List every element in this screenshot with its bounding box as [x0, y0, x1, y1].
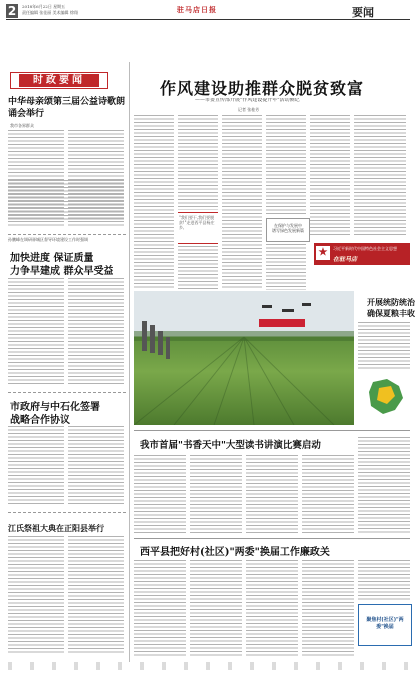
xiping-body-5 [358, 560, 410, 600]
lead-body-6 [354, 115, 406, 235]
lead-title: 作风建设助推群众脱贫致富 [160, 79, 365, 98]
pull-quote-text: "我们要干,我们要脱贫!"走进西平县杨庄乡, [179, 215, 215, 230]
story2-title-b: 力争早建成 群众早受益 [10, 266, 114, 277]
lead-body-2b [178, 246, 218, 290]
banner-line2: 在驻马店 [333, 256, 358, 263]
reading-body-1 [134, 455, 186, 535]
xiping-body-1 [134, 560, 186, 656]
section-banner-label: 时政要闻 [19, 74, 99, 87]
column-rule [129, 62, 130, 662]
rule [134, 538, 410, 539]
paper-name-logo: 驻马店日报 [177, 5, 217, 14]
story2-body-a [8, 278, 64, 386]
photo-caption [358, 322, 410, 370]
masthead-rule [6, 19, 410, 20]
banner [314, 243, 410, 265]
lead-body-4 [266, 115, 306, 215]
date-line: 2018年6月22日 星期五 [22, 4, 66, 9]
story2-kicker: 孙鹏峰在调研驿城区督导环境建设工作时强调 [8, 237, 88, 242]
field-photo-art [134, 291, 354, 425]
lead-body-3 [222, 115, 262, 290]
feature-box [358, 604, 412, 646]
pull-quote [178, 212, 218, 244]
banner-prefix: 习近平新时代中国特色社会主义思想 [333, 246, 397, 251]
story3-title-a: 市政府与中石化签署 [10, 402, 100, 413]
reading-body-4 [302, 455, 354, 535]
lead-byline: 记者 张桂芳 [238, 107, 260, 112]
xiping-title: 西平县把好村(社区)"两委"换届工作廉政关 [140, 547, 330, 558]
section-banner [10, 72, 108, 89]
inset-heading [266, 218, 310, 242]
lead-body-4b [266, 244, 306, 290]
divider [8, 392, 126, 393]
story4-body-b [68, 536, 124, 654]
lead-body-5 [310, 115, 350, 235]
story1-sub: 我市各界群众 [10, 123, 34, 128]
reading-body-2 [190, 455, 242, 535]
story4-body-a [8, 536, 64, 654]
photo-title-b: 确保夏粮丰收 [367, 308, 415, 318]
xiping-body-2 [190, 560, 242, 656]
divider [8, 512, 126, 513]
story3-body-b [68, 426, 124, 506]
section-title: 要闻 [352, 6, 374, 19]
page-number: 2 [7, 4, 17, 18]
lead-subtitle: ——市委宣传部开展"作风建设提升年"活动侧记 [195, 98, 300, 103]
inset-title: 在保护与发展中 [274, 223, 302, 228]
story3-title-b: 战略合作协议 [10, 415, 70, 426]
story2-title-a: 加快进度 保证质量 [10, 253, 94, 264]
banner-seal: ★ [316, 246, 330, 260]
map-icon [365, 376, 407, 418]
reading-body-3 [246, 455, 298, 535]
map-graphic [365, 376, 407, 418]
story2-body-b [68, 278, 124, 386]
field-photo [134, 291, 354, 425]
lead-body-2 [178, 115, 218, 210]
divider [8, 234, 126, 235]
reading-body-5 [358, 437, 410, 535]
photo-title-a: 开展统防统治 [367, 297, 415, 307]
story4-title: 江氏祭祖大典在正阳县举行 [8, 523, 104, 533]
xiping-body-3 [246, 560, 298, 656]
xiping-body-4 [302, 560, 354, 656]
inset-sub: 谱写绿色发展新篇 [272, 228, 304, 233]
feature-box-label: 聚焦村(社区)"两委"换届 [366, 617, 404, 630]
rule [134, 430, 410, 431]
story3-body-a [8, 426, 64, 506]
editor-line: 责任编辑 张佳丽 美术编辑 徐翔 [22, 10, 78, 15]
footer-ornament [8, 662, 410, 670]
reading-title: 我市首届"书香天中"大型读书讲演比赛启动 [140, 440, 321, 451]
story1-title: 中华母亲颂第三届公益诗歌朗诵会举行 [8, 97, 126, 119]
story1-body-c [8, 180, 124, 220]
